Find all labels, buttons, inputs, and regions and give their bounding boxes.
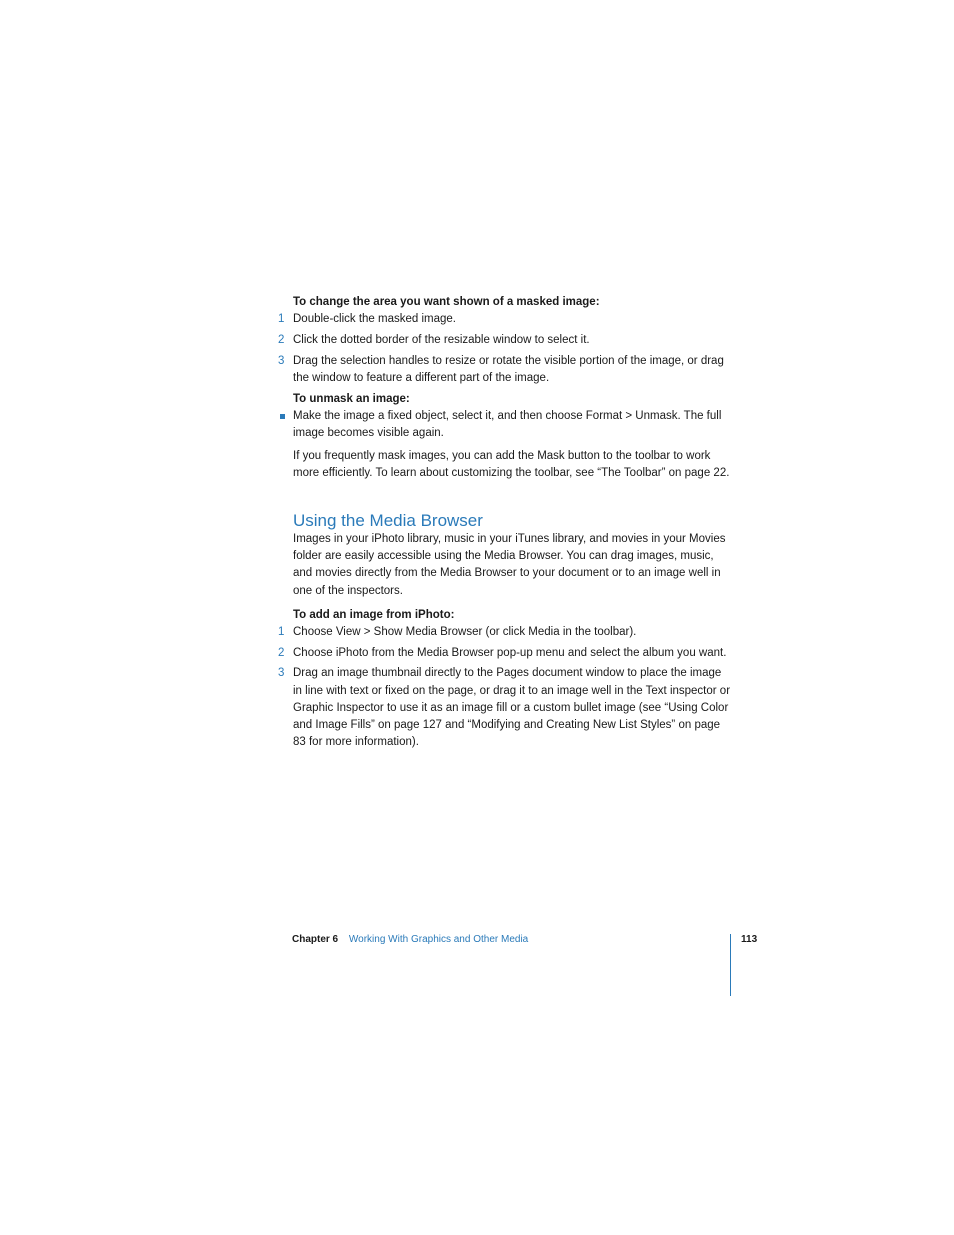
steps-change-mask [278,311,733,387]
task-heading-change-mask: To change the area you want shown of a masked image: [293,296,600,308]
step-number: 3 [278,667,285,680]
tip-paragraph: If you frequently mask images, you can add the Mask button to the toolbar to work more efficiently. To learn about customizing the toolbar, see “The Toolbar” on page 22. [293,449,730,479]
page-number: 113 [741,934,758,945]
step-text: Choose View > Show Media Browser (or click Media in the toolbar). [293,626,637,639]
step-number: 3 [278,354,285,367]
step-number: 1 [278,313,285,326]
step-text: Drag the selection handles to resize or rotate the visible portion of the image, or drag the window to feature a different part of the image. [293,354,724,384]
step-item [278,353,733,387]
bullet-item-unmask [293,408,733,442]
page-content [278,294,733,755]
bullet-text: Make the image a fixed object, select it, and then choose Format > Unmask. The full image becomes visible again. [293,410,722,440]
square-bullet-icon [280,414,285,419]
footer-chapter [292,933,528,947]
section-title-media-browser: Using the Media Browser [293,511,483,531]
chapter-title: Working With Graphics and Other Media [348,934,529,945]
task-heading-add-image: To add an image from iPhoto: [293,608,455,621]
step-text: Drag an image thumbnail directly to the Pages document window to place the image in line with text or fixed on the page, or drag it to an image well in the Text inspector or Graphic Inspector to use it as an image fill or a custom bullet image (see “Using Color and Image Fills” on page 127 and “Modifying and Creating New List Styles” on page 83 for more information). [293,667,731,749]
step-text: Double-click the masked image. [293,313,456,326]
step-item [278,645,733,662]
footer-divider [730,934,731,996]
steps-add-image [278,624,733,751]
intro-paragraph: Images in your iPhoto library, music in your iTunes library, and movies in your Movies folder are easily accessible using the Media Browser. You can drag images, music, and movies directly from the Media Browser to your document or to an image well in one of the inspectors. [293,533,726,597]
step-number: 2 [278,333,285,346]
step-item [278,311,733,328]
step-number: 2 [278,646,285,659]
chapter-label: Chapter 6 [292,934,339,945]
step-item [278,332,733,349]
step-text: Click the dotted border of the resizable window to select it. [293,333,590,346]
step-text: Choose iPhoto from the Media Browser pop-up menu and select the album you want. [293,646,727,659]
step-item [278,665,733,751]
step-number: 1 [278,626,285,639]
task-heading-unmask: To unmask an image: [293,393,410,406]
step-item [278,624,733,641]
